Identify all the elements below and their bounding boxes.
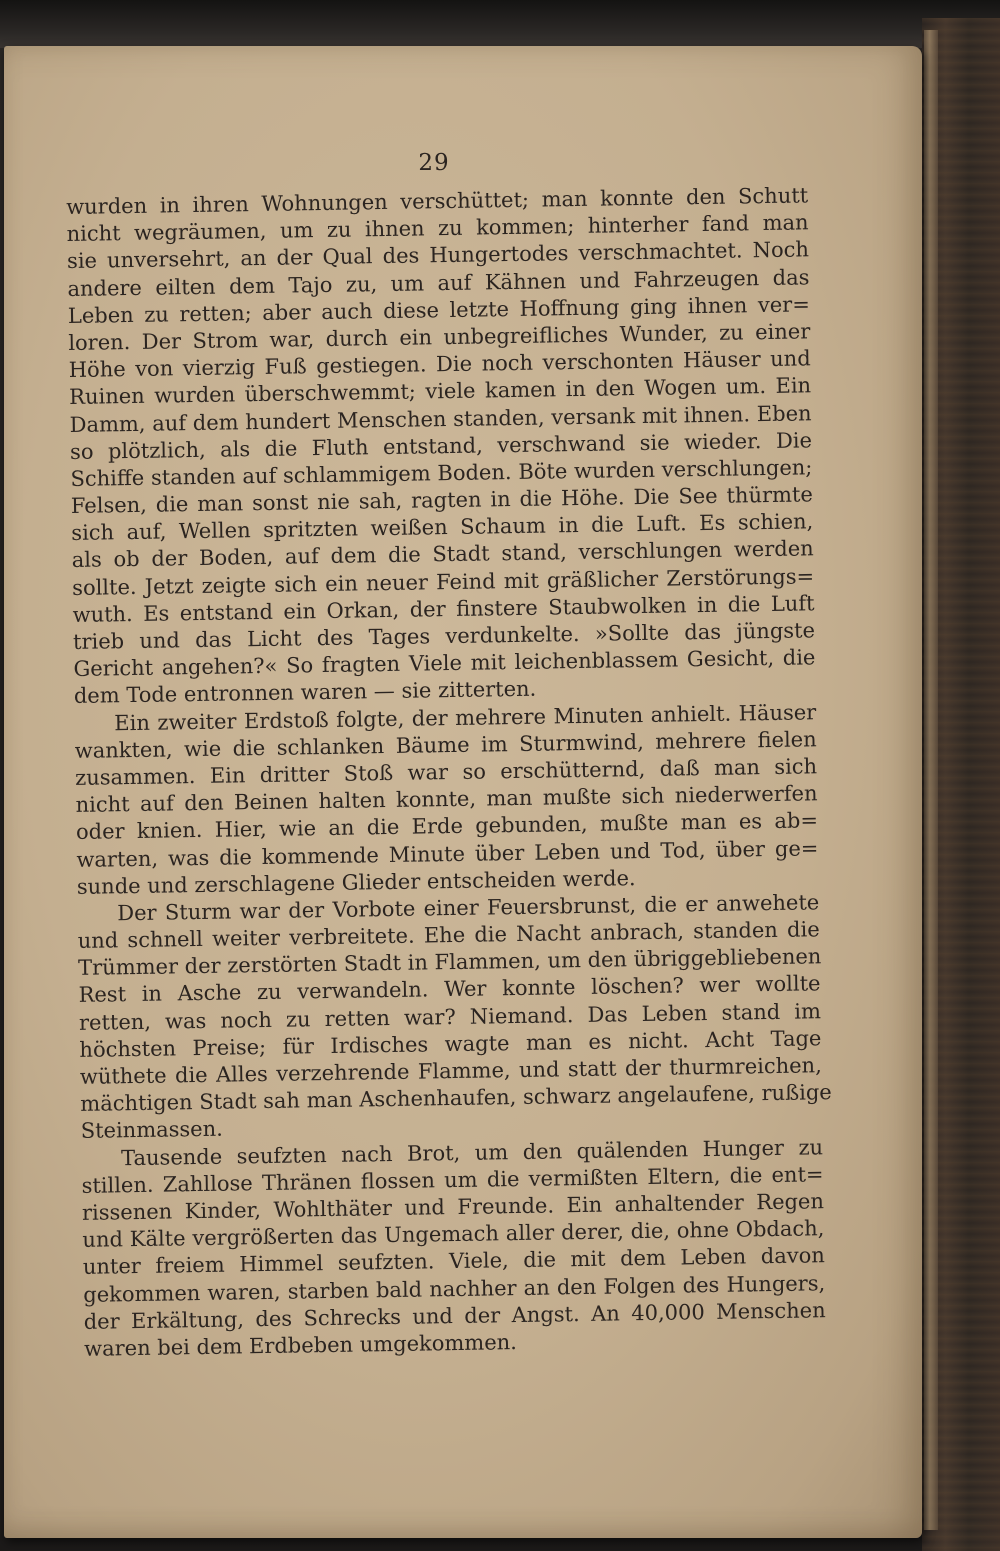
text-line: wankten, wie die schlanken Bäume im Sturmwind, mehrere fielen	[74, 727, 817, 763]
text-line: und Kälte vergrößerten das Ungemach aller derer, die, ohne Obdach,	[82, 1216, 825, 1252]
text-line: Ruinen wurden überschwemmt; viele kamen in den Wogen um. Ein	[69, 373, 812, 410]
text-line: sunde und zerschlagene Glieder entscheiden werde.	[76, 865, 636, 899]
text-line: Felsen, die man sonst nie sah, ragten in die Höhe. Die See thürmte	[70, 482, 813, 519]
book-cover-edge	[0, 0, 1000, 48]
text-line: waren bei dem Erdbeben umgekommen.	[83, 1329, 518, 1361]
text-line: Trümmer der zerstörten Stadt in Flammen, um den übriggebliebenen	[77, 944, 822, 981]
text-line: nicht auf den Beinen halten konnte, man mußte sich niederwerfen	[75, 781, 818, 818]
text-line: Höhe von vierzig Fuß gestiegen. Die noch verschonten Häuser und	[68, 346, 811, 383]
text-line: zusammen. Ein dritter Stoß war so erschütternd, daß man sich	[74, 754, 818, 790]
text-line: Der Sturm war der Vorbote einer Feuersbrunst, die er anwehete	[117, 890, 820, 926]
text-line: der Erkältung, des Schrecks und der Angst. An 40,000 Menschen	[83, 1297, 826, 1334]
text-line: Rest in Asche zu verwandeln. Wer konnte löschen? wer wollte	[78, 971, 821, 1008]
text-line: wüthete die Alles verzehrende Flamme, und statt der thurmreichen,	[79, 1053, 822, 1089]
text-line: oder knien. Hier, wie an die Erde gebunden, mußte man es ab=	[75, 808, 819, 845]
text-line: wurden in ihren Wohnungen verschüttet; man konnte den Schutt	[66, 183, 809, 219]
body-text	[66, 182, 832, 1363]
text-line: Steinmassen.	[80, 1117, 224, 1144]
text-line: nicht wegräumen, um zu ihnen zu kommen; hinterher fand man	[66, 210, 809, 247]
page-sheet	[4, 46, 922, 1538]
text-line: sie unversehrt, an der Qual des Hungertodes verschmachtet. Noch	[66, 237, 810, 274]
text-line: Tausende seufzten nach Brot, um den quälenden Hunger zu	[120, 1134, 824, 1170]
page-stack-edge	[924, 30, 938, 1530]
text-line: so plötzlich, als die Fluth entstand, verschwand sie wieder. Die	[69, 428, 813, 464]
page-number: 29	[418, 150, 450, 176]
text-line: dem Tode entronnen waren — sie zitterten.	[73, 677, 537, 709]
text-line: gekommen waren, starben bald nachher an den Folgen des Hungers,	[83, 1270, 826, 1307]
text-line: Leben zu retten; aber auch diese letzte Hoffnung ging ihnen ver=	[67, 292, 811, 328]
text-line: mächtigen Stadt sah man Aschenhaufen, schwarz angelaufene, rußige	[80, 1080, 832, 1117]
text-line: Damm, auf dem hundert Menschen standen, versank mit ihnen. Eben	[69, 400, 812, 437]
text-line: unter freiem Himmel seufzten. Viele, die mit dem Leben davon	[82, 1243, 825, 1280]
text-line: und schnell weiter verbreitete. Ehe die Nacht anbrach, standen die	[77, 917, 820, 953]
text-line: warten, was die kommende Minute über Leben und Tod, über ge=	[76, 835, 819, 872]
text-line: sich auf, Wellen spritzten weißen Schaum in die Luft. Es schien,	[71, 509, 814, 546]
text-line: sollte. Jetzt zeigte sich ein neuer Feind mit gräßlicher Zerstörungs=	[71, 563, 815, 600]
text-line: loren. Der Strom war, durch ein unbegreifliches Wunder, zu einer	[68, 319, 811, 355]
text-line: rissenen Kinder, Wohlthäter und Freunde. Ein anhaltender Regen	[81, 1189, 825, 1225]
text-line: Schiffe standen auf schlammigem Boden. Böte wurden verschlungen;	[70, 455, 813, 491]
text-line: höchsten Preise; für Irdisches wagte man es nicht. Acht Tage	[79, 1026, 822, 1062]
text-line: stillen. Zahllose Thränen flossen um die vermißten Eltern, die ent=	[81, 1161, 824, 1198]
text-line: als ob der Boden, auf dem die Stadt stand, verschlungen werden	[71, 536, 814, 573]
text-line: andere eilten dem Tajo zu, um auf Kähnen und Fahrzeugen das	[67, 264, 810, 301]
text-line: wuth. Es entstand ein Orkan, der finstere Staubwolken in die Luft	[72, 591, 815, 627]
text-line: trieb und das Licht des Tages verdunkelte. »Sollte das jüngste	[72, 618, 816, 654]
text-line: Gericht angehen?« So fragten Viele mit leichenblassem Gesicht, die	[73, 645, 816, 682]
text-line: retten, was noch zu retten war? Niemand. Das Leben stand im	[78, 998, 822, 1035]
text-line: Ein zweiter Erdstoß folgte, der mehrere Minuten anhielt. Häuser	[114, 699, 817, 735]
